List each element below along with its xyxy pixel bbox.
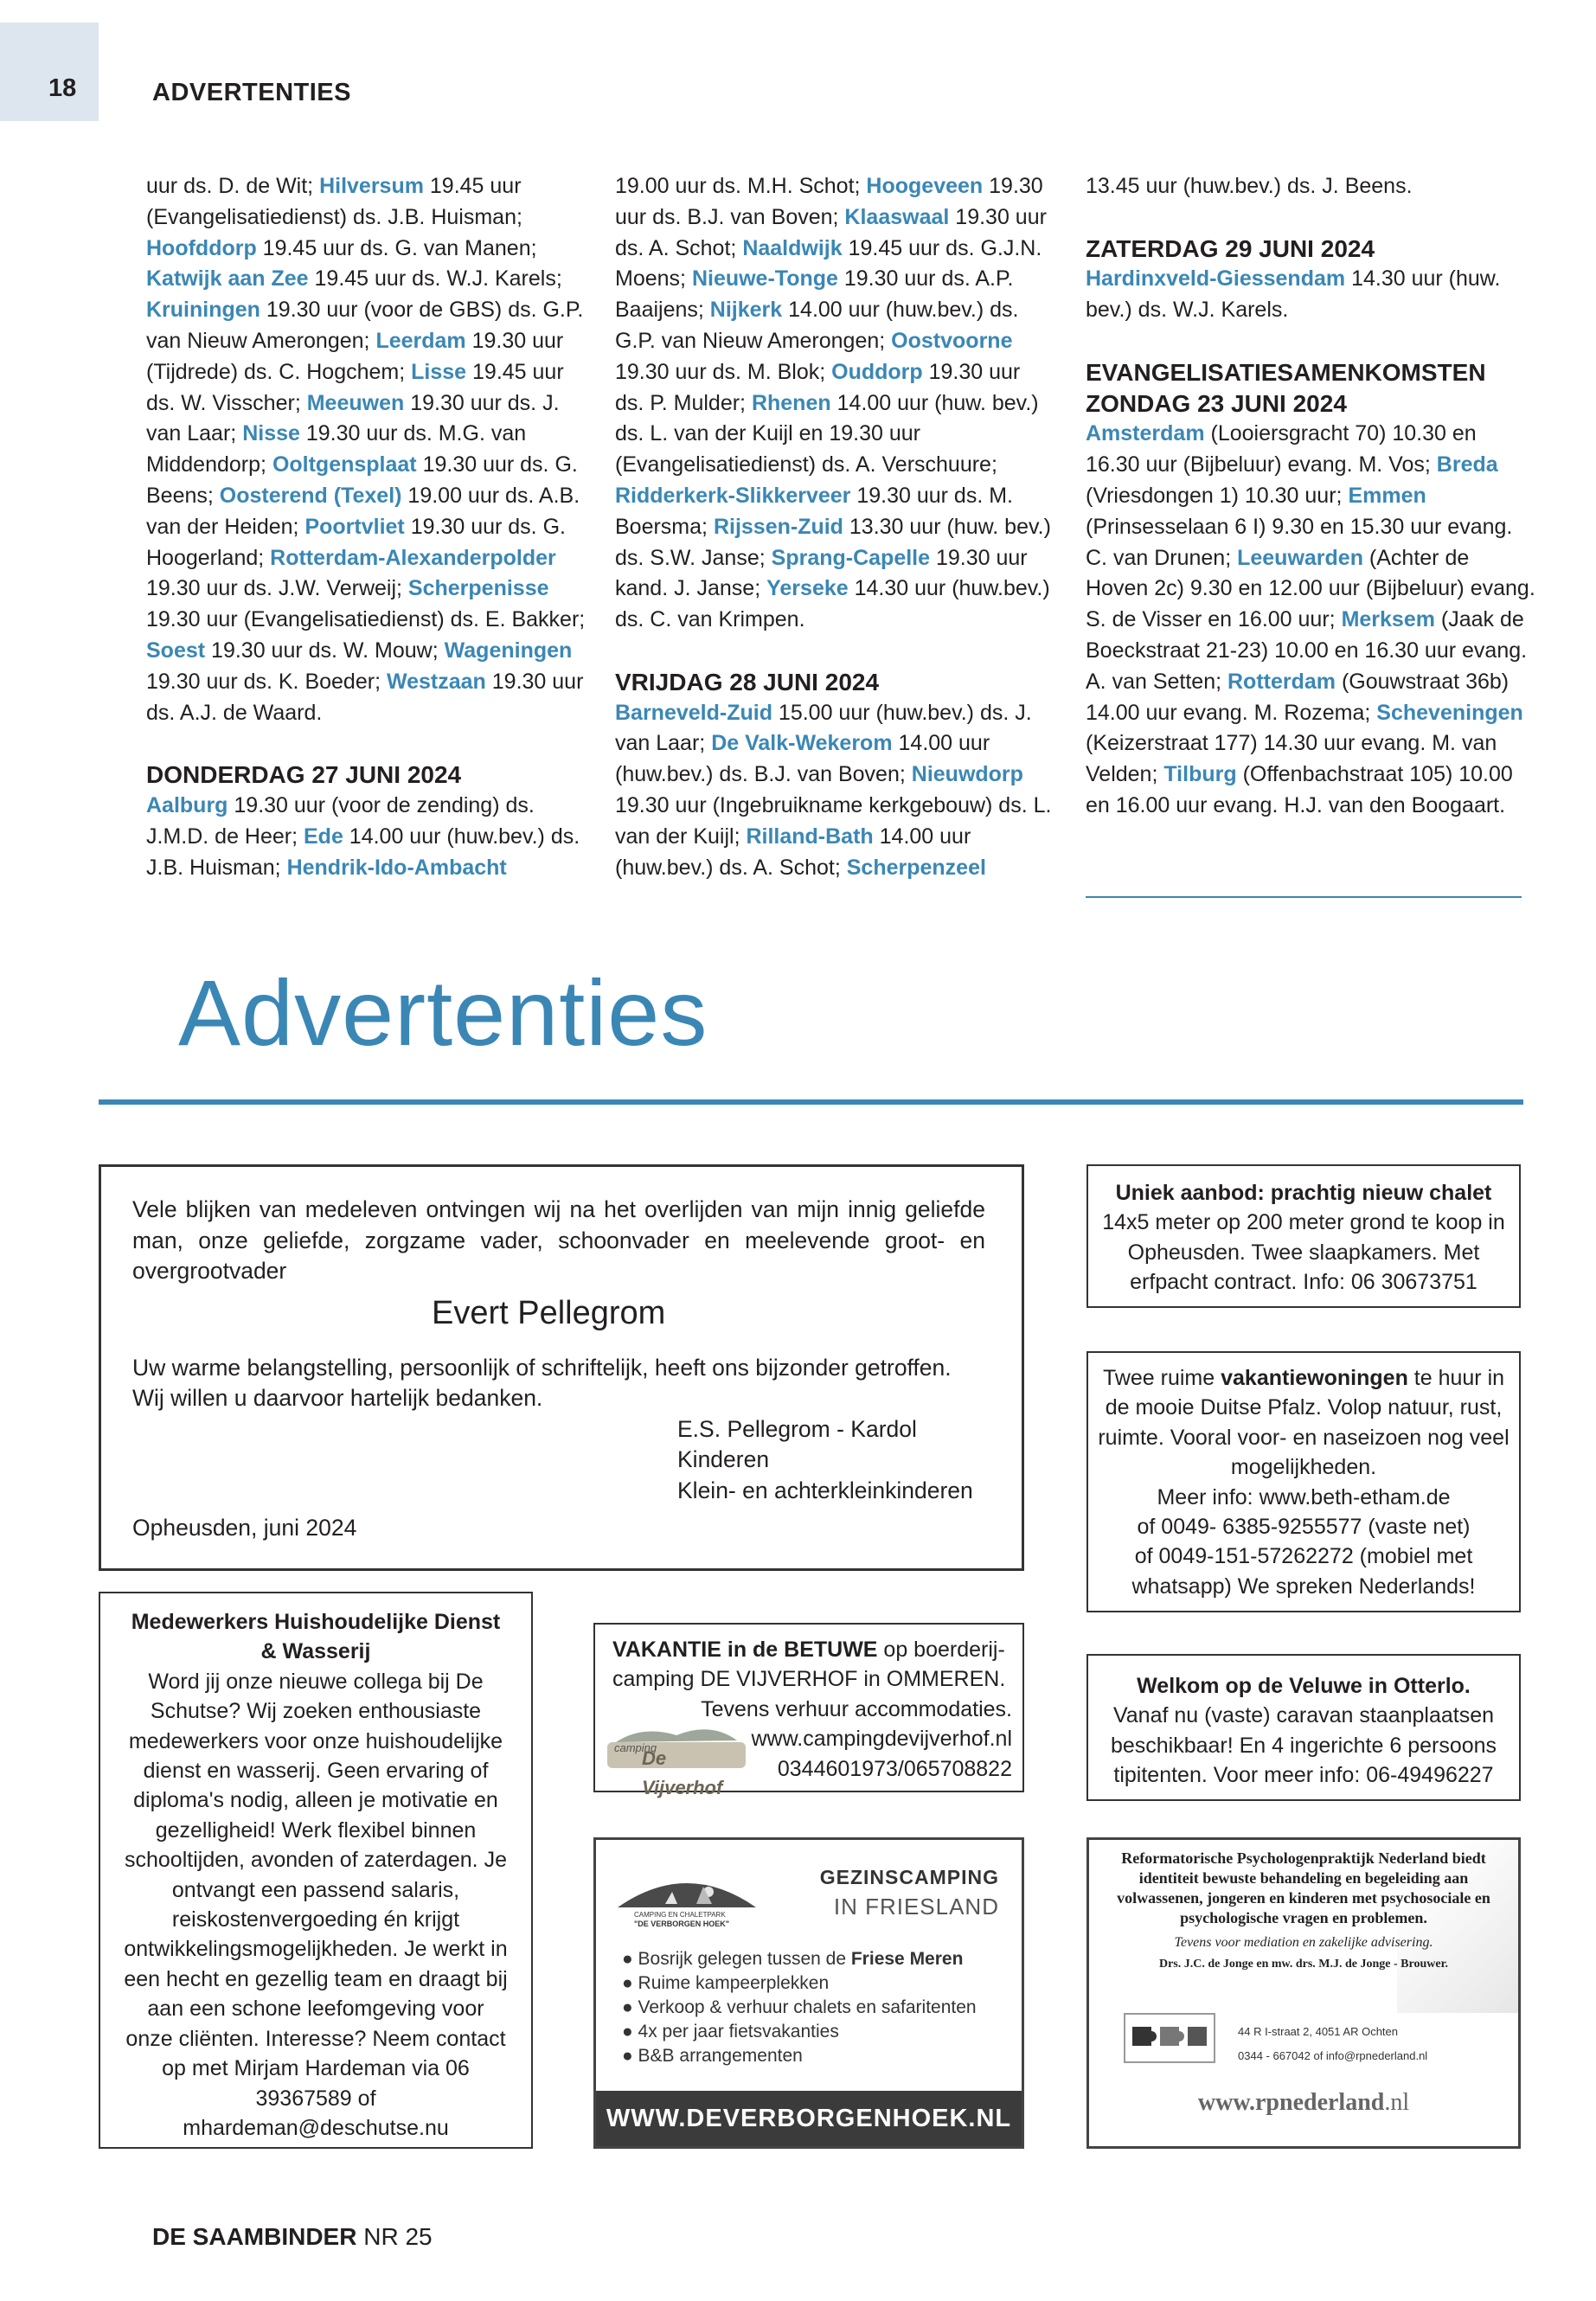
place-name: Hoogeveen — [866, 174, 984, 198]
ads-title-rule — [99, 1099, 1523, 1105]
vijverhof-logo — [607, 1716, 746, 1799]
place-name: Merksem — [1341, 607, 1435, 632]
service-details: 14.00 uur (huw. bev.) ds. L. van der Kuijl en 19.30 uur (Evangelisatiedienst) ds. A. Verschuure; — [615, 390, 1039, 478]
page-number: 18 — [48, 74, 77, 102]
place-name: Rotterdam — [1227, 669, 1336, 694]
column-1-services-2 — [146, 791, 586, 883]
gezins-bullets — [622, 1947, 977, 2068]
place-name: De Valk-Wekerom — [711, 731, 893, 756]
service-details: (Prinsesselaan 6 I) 9.30 en 15.30 uur evang. C. van Drunen; — [1086, 514, 1513, 570]
service-details: 19.30 uur ds. G. Hoogerland; — [146, 514, 566, 570]
gezins-bullet-text: B&B arrangementen — [638, 2046, 803, 2066]
section-title: ADVERTENTIES — [152, 79, 351, 106]
bullet-icon: ● — [622, 1973, 638, 1993]
verborgen-hoek-logo — [613, 1866, 760, 1926]
chalet-title: Uniek aanbod: prachtig nieuw chalet — [1115, 1181, 1492, 1205]
otterlo-ad — [1086, 1654, 1521, 1801]
service-details: 13.30 uur (huw. bev.) ds. S.W. Janse; — [615, 514, 1051, 570]
place-name: Naaldwijk — [742, 235, 843, 260]
verborgen-hoek-logo-line2: "DE VERBORGEN HOEK" — [634, 1920, 730, 1928]
place-name: Barneveld-Zuid — [615, 700, 772, 725]
condolence-name: Evert Pellegrom — [432, 1294, 666, 1331]
place-name: Wageningen — [444, 638, 573, 663]
place-name: Nijkerk — [709, 298, 783, 323]
betuwe-line-4: 0344601973/065708822 — [777, 1756, 1012, 1781]
service-details: 19.45 uur ds. W.J. Karels; — [308, 266, 562, 292]
place-name: Klaaswaal — [844, 204, 950, 229]
bullet-icon: ● — [622, 1997, 638, 2017]
service-details: 19.30 uur ds. A.J. de Waard. — [146, 669, 584, 725]
place-name: Rotterdam-Alexanderpolder — [270, 545, 556, 570]
vijverhof-logo-big: De Vijverhof — [642, 1747, 723, 1799]
column-2-services — [615, 171, 1054, 636]
rpn-names: Drs. J.C. de Jonge en mw. drs. M.J. de Jonge - Brouwer. — [1158, 1958, 1449, 1971]
place-name: Katwijk aan Zee — [146, 266, 309, 292]
betuwe-text — [612, 1635, 1012, 1695]
place-name: Nisse — [242, 421, 300, 446]
service-details: 19.30 uur ds. A. Schot; — [615, 204, 1047, 260]
place-name: Scherpenzeel — [846, 855, 986, 880]
pfalz-text — [1088, 1363, 1519, 1483]
place-name: Rijssen-Zuid — [713, 514, 843, 539]
service-details: 19.30 uur ds. W. Mouw; — [205, 638, 445, 663]
column-3 — [1086, 171, 1535, 822]
column-2 — [615, 171, 1054, 883]
service-details: 19.45 uur ds. G.J.N. Moens; — [615, 235, 1042, 292]
place-name: Lisse — [411, 359, 467, 384]
column-3-services-2 — [1086, 419, 1535, 821]
service-details: 19.30 uur ds. B.J. van Boven; — [615, 174, 1043, 229]
otterlo-body: Vanaf nu (vaste) caravan staanplaatsen beschikbaar! En 4 ingerichte 6 persoons tipitenten. Voor meer info: 06-49496227 — [1110, 1703, 1497, 1788]
condolence-place: Opheusden, juni 2024 — [132, 1515, 357, 1541]
condolence-intro: Vele blijken van medeleven ontvingen wij na het overlijden van mijn innig geliefde man, onze geliefde, zorgzame vader, schoonvader en meelevende groot- en overgrootvader — [132, 1196, 985, 1284]
service-details: (Jaak de Boeckstraat 21-23) 10.00 en 16.30 uur evang. A. van Setten; — [1086, 607, 1528, 694]
place-name: Oostvoorne — [891, 328, 1013, 353]
footer-title: DE SAAMBINDER — [152, 2223, 357, 2250]
place-name: Emmen — [1348, 483, 1426, 508]
service-details: 14.00 uur (huw.bev.) ds. B.J. van Boven; — [615, 731, 990, 787]
footer — [152, 2223, 433, 2251]
bullet-icon: ● — [622, 2022, 638, 2041]
job-title: Medewerkers Huishoudelijke Dienst & Wasserij — [131, 1610, 501, 1664]
column-3-heading-1: ZATERDAG 29 JUNI 2024 — [1086, 234, 1375, 262]
bullet-icon: ● — [622, 2046, 638, 2066]
gezins-bullet-text: Bosrijk gelegen tussen de — [638, 1949, 851, 1969]
betuwe-line-3: www.campingdevijverhof.nl — [751, 1727, 1012, 1752]
verborgen-hoek-logo-line1: CAMPING EN CHALETPARK — [634, 1911, 726, 1919]
bullet-icon: ● — [622, 1949, 638, 1969]
gezins-bullet — [622, 2044, 977, 2068]
place-name: Nieuwdorp — [911, 762, 1023, 787]
job-body: Word jij onze nieuwe collega bij De Schutse? Wij zoeken enthousiaste medewerkers voor onze huishoudelijke dienst en wasserij. Geen ervaring of diploma's nodig, alleen je motivatie en gezelligheid! Werk flexibel binnen schooltijden, avonden of zaterdagen. Je ontvangt een passend salaris, reiskostenvergoeding én krijgt ontwikkelingsmogelijkheden. Je werkt in een hecht en gezellig team en draagt bij aan een schone leefomgeving voor onze cliënten. Interesse? Neem contact op met Mirjam Hardeman via 06 39367589 of mhardeman@deschutse.nu — [124, 1669, 508, 2140]
otterlo-title: Welkom op de Veluwe in Otterlo. — [1137, 1674, 1471, 1698]
place-name: Westzaan — [386, 669, 486, 694]
place-name: Breda — [1436, 452, 1498, 478]
rpn-contact: 0344 - 667042 of info@rpnederland.nl — [1238, 2049, 1428, 2062]
place-name: Leeuwarden — [1237, 545, 1363, 570]
page-tab — [0, 22, 99, 121]
service-details: 19.30 uur (voor de zending) ds. J.M.D. de Heer; — [146, 792, 535, 849]
service-details: 19.30 uur (voor de GBS) ds. G.P. van Nieuw Amerongen; — [146, 298, 584, 353]
pfalz-ad — [1086, 1351, 1521, 1612]
service-details: 14.00 uur (huw.bev.) ds. A. Schot; — [615, 824, 971, 880]
rpn-url — [1089, 2089, 1518, 2117]
service-details: 19.00 uur ds. A.B. van der Heiden; — [146, 483, 580, 539]
service-details: 19.30 uur ds. A.P. Baaijens; — [615, 266, 1014, 323]
place-name: Aalburg — [146, 792, 228, 817]
place-name: Leerdam — [375, 328, 466, 353]
chalet-ad — [1086, 1164, 1521, 1308]
column-3-services — [1086, 264, 1535, 326]
place-name: Rhenen — [751, 390, 831, 415]
column-2-heading: VRIJDAG 28 JUNI 2024 — [615, 668, 880, 695]
place-name: Meeuwen — [306, 390, 405, 415]
gezins-bullet — [622, 1971, 977, 1996]
gezins-bullet — [622, 2020, 977, 2044]
service-details: 19.30 uur (Ingebruikname kerkgebouw) ds. L. van der Kuijl; — [615, 792, 1052, 849]
pfalz-pre: Twee ruime — [1102, 1366, 1221, 1390]
condolence-ad — [99, 1164, 1024, 1571]
place-name: Hoofddorp — [146, 235, 257, 260]
service-details: 19.30 uur ds. M.G. van Middendorp; — [146, 421, 527, 478]
place-name: Soest — [146, 638, 206, 663]
rpn-ad — [1086, 1837, 1521, 2149]
column-1-services — [146, 171, 586, 728]
service-details: 19.30 uur ds. J. van Laar; — [146, 390, 560, 446]
place-name: Scherpenisse — [407, 576, 549, 601]
service-details: 19.30 uur ds. M. Boersma; — [615, 483, 1013, 539]
gezins-bullet — [622, 1996, 977, 2020]
service-details: (Gouwstraat 36b) 14.00 uur evang. M. Rozema; — [1086, 669, 1509, 725]
place-name: Sprang-Capelle — [771, 545, 931, 570]
place-name: Amsterdam — [1086, 421, 1205, 446]
place-name: Tilburg — [1163, 762, 1237, 787]
service-details: (Vriesdongen 1) 10.30 uur; — [1086, 483, 1349, 508]
place-name: Kruiningen — [146, 298, 260, 323]
ads-title: Advertenties — [178, 960, 708, 1065]
pfalz-line-2: of 0049- 6385-9255577 (vaste net) — [1137, 1515, 1471, 1540]
service-details: 15.00 uur (huw.bev.) ds. J. van Laar; — [615, 700, 1032, 756]
place-name: Hardinxveld-Giessendam — [1086, 266, 1346, 292]
service-details: 19.30 uur (Evangelisatiedienst) ds. E. Bakker; — [146, 607, 586, 632]
betuwe-bold: VAKANTIE in de BETUWE — [612, 1638, 878, 1662]
column-1-heading: DONDERDAG 27 JUNI 2024 — [146, 761, 462, 789]
service-details: 19.30 uur (Tijdrede) ds. C. Hogchem; — [146, 328, 564, 384]
column-3-intro: 13.45 uur (huw.bev.) ds. J. Beens. — [1086, 174, 1413, 198]
gezins-url: WWW.DEVERBORGENHOEK.NL — [596, 2091, 1022, 2146]
place-name: Rilland-Bath — [746, 824, 874, 849]
service-details: 14.00 uur (huw.bev.) ds. G.P. van Nieuw Amerongen; — [615, 298, 1019, 353]
service-details: 19.30 uur kand. J. Janse; — [615, 545, 1028, 601]
betuwe-text1: op boerderij-camping DE VIJVERHOF in OMMEREN. — [612, 1638, 1006, 1692]
gezins-bullet-bold: Friese Meren — [850, 1949, 964, 1969]
pfalz-line-1: Meer info: www.beth-etham.de — [1157, 1484, 1451, 1509]
service-details: 19.30 uur ds. G. Beens; — [146, 452, 578, 508]
place-name: Yerseke — [766, 576, 849, 601]
place-name: Poortvliet — [304, 514, 405, 539]
column-3-divider — [1086, 896, 1522, 898]
place-name: Ooltgensplaat — [272, 452, 417, 478]
condolence-sign-3: Klein- en achterkleinkinderen — [677, 1477, 973, 1503]
service-details: (Achter de Hoven 2c) 9.30 en 12.00 uur (Bijbeluur) evang. S. de Visser en 16.00 uur; — [1086, 545, 1535, 632]
service-details: 19.45 uur ds. W. Visscher; — [146, 359, 564, 415]
place-name: Hilversum — [319, 174, 424, 198]
rpn-body: Reformatorische Psychologenpraktijk Nederland biedt identiteit bewuste behandeling en begeleiding aan volwassenen, jongeren en kinderen met psychosociale en psychologische vragen en problemen. — [1117, 1849, 1490, 1926]
rpn-url-tld: .nl — [1384, 2089, 1410, 2116]
service-details: (Keizerstraat 177) 14.30 uur evang. M. van Velden; — [1086, 731, 1497, 787]
service-details: 19.00 uur ds. M.H. Schot; — [615, 174, 867, 198]
service-details: (Offenbachstraat 105) 10.00 en 16.00 uur evang. H.J. van den Boogaart. — [1086, 762, 1513, 817]
rpn-address: 44 R I-straat 2, 4051 AR Ochten — [1238, 2025, 1398, 2038]
gezins-title-2: IN FRIESLAND — [833, 1894, 999, 1920]
service-details: 19.30 uur ds. M. Blok; — [615, 359, 832, 384]
service-details: 19.45 uur (Evangelisatiedienst) ds. J.B. Huisman; — [146, 174, 522, 229]
place-name: Ouddorp — [831, 359, 923, 384]
rpn-url-main: www.rpnederland — [1197, 2089, 1385, 2116]
chalet-body: 14x5 meter op 200 meter grond te koop in Opheusden. Twee slaapkamers. Met erfpacht contract. Info: 06 30673751 — [1102, 1210, 1505, 1295]
pfalz-post: te huur in de mooie Duitse Pfalz. Volop natuur, rust, ruimte. Vooral voor- en naseizoen nog veel mogelijkheden. — [1098, 1366, 1509, 1480]
service-details: 19.45 uur ds. G. van Manen; — [256, 235, 537, 260]
betuwe-ad — [593, 1623, 1024, 1799]
footer-issue: NR 25 — [356, 2223, 433, 2250]
column-3-heading-2b: ZONDAG 23 JUNI 2024 — [1086, 389, 1347, 417]
pfalz-line-3: of 0049-151-57262272 (mobiel met whatsapp) We spreken Nederlands! — [1131, 1544, 1476, 1599]
gezins-bullet-text: Ruime kampeerplekken — [638, 1973, 830, 1993]
puzzle-logo — [1124, 2013, 1215, 2063]
service-details: 19.30 uur ds. P. Mulder; — [615, 359, 1021, 415]
place-name: Ridderkerk-Slikkerveer — [615, 483, 851, 508]
place-name: Ede — [304, 824, 343, 849]
service-details: uur ds. D. de Wit; — [146, 174, 320, 198]
column-1 — [146, 171, 586, 883]
place-name: Scheveningen — [1376, 700, 1523, 725]
column-3-heading-2a: EVANGELISATIESAMENKOMSTEN — [1086, 358, 1486, 386]
job-ad — [99, 1592, 533, 2149]
column-2-services-2 — [615, 698, 1054, 884]
betuwe-line-2: Tevens verhuur accommodaties. — [701, 1696, 1012, 1721]
gezins-title-1: GEZINSCAMPING — [819, 1866, 999, 1888]
service-details: 14.00 uur (huw.bev.) ds. J.B. Huisman; — [146, 824, 580, 880]
service-details: 19.30 uur ds. J.W. Verweij; — [146, 576, 408, 601]
service-details: 14.30 uur (huw.bev.) ds. C. van Krimpen. — [615, 576, 1050, 632]
rpn-italic: Tevens voor mediation en zakelijke advisering. — [1174, 1935, 1433, 1950]
gezins-bullet-text: 4x per jaar fietsvakanties — [638, 2022, 839, 2041]
condolence-sign-1: E.S. Pellegrom - Kardol — [677, 1415, 917, 1442]
service-details: 14.30 uur (huw. bev.) ds. W.J. Karels. — [1086, 266, 1501, 323]
pfalz-bold: vakantiewoningen — [1221, 1366, 1408, 1390]
vijverhof-logo-small: camping — [614, 1741, 657, 1754]
service-details: 19.30 uur ds. K. Boeder; — [146, 669, 387, 694]
gezins-bullet-text: Verkoop & verhuur chalets en safaritenten — [638, 1997, 977, 2017]
service-details: (Looiersgracht 70) 10.30 en 16.30 uur (Bijbeluur) evang. M. Vos; — [1086, 421, 1477, 478]
condolence-body: Uw warme belangstelling, persoonlijk of schriftelijk, heeft ons bijzonder getroffen. Wij willen u daarvoor hartelijk bedanken. — [132, 1354, 952, 1411]
place-name: Oosterend (Texel) — [219, 483, 402, 508]
place-name: Hendrik-Ido-Ambacht — [286, 855, 507, 880]
condolence-sign-2: Kinderen — [677, 1446, 770, 1472]
gezins-bullet — [622, 1947, 977, 1971]
place-name: Nieuwe-Tonge — [691, 266, 838, 292]
gezinscamping-ad — [593, 1837, 1024, 2149]
